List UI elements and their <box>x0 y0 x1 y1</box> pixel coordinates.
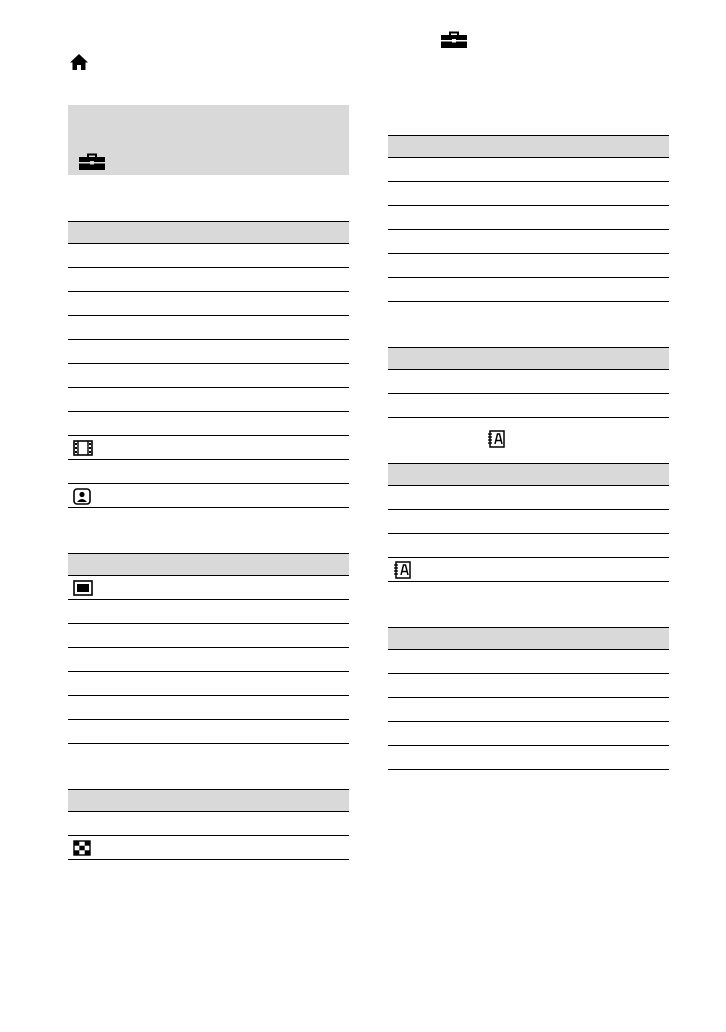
table-row <box>68 576 349 600</box>
table-row <box>388 746 669 770</box>
table-row <box>68 316 349 340</box>
table-row <box>388 510 669 534</box>
table-row <box>68 836 349 860</box>
table-row <box>388 558 669 582</box>
home-icon <box>68 52 90 72</box>
settings-table <box>388 463 669 582</box>
table-row <box>388 158 669 182</box>
table-row <box>68 672 349 696</box>
address-book-icon <box>393 561 411 579</box>
table-row <box>388 278 669 302</box>
checkerboard-icon <box>73 840 91 856</box>
table-row <box>388 534 669 558</box>
section-banner <box>68 105 349 175</box>
table-row <box>388 650 669 674</box>
table-row <box>388 370 669 394</box>
table-row <box>68 436 349 460</box>
address-book-icon <box>487 430 505 448</box>
table-header <box>388 347 669 370</box>
table-row <box>388 698 669 722</box>
table-row <box>68 720 349 744</box>
table-row <box>388 254 669 278</box>
table-row <box>68 812 349 836</box>
table-row <box>68 340 349 364</box>
table-row <box>388 182 669 206</box>
table-header <box>388 135 669 158</box>
table-row <box>68 292 349 316</box>
table-row <box>388 230 669 254</box>
table-row <box>68 460 349 484</box>
table-row <box>68 388 349 412</box>
settings-table <box>388 627 669 770</box>
table-row <box>68 268 349 292</box>
table-row <box>68 624 349 648</box>
toolbox-icon <box>440 31 468 49</box>
table-row <box>388 206 669 230</box>
toolbox-icon <box>78 153 106 171</box>
table-row <box>68 696 349 720</box>
table-row <box>68 600 349 624</box>
settings-table <box>68 221 349 508</box>
film-strip-icon <box>73 440 93 456</box>
table-row <box>68 244 349 268</box>
settings-table <box>388 347 669 418</box>
table-row <box>388 674 669 698</box>
table-header <box>68 221 349 244</box>
portrait-icon <box>73 488 91 505</box>
table-row <box>388 486 669 510</box>
settings-table <box>68 553 349 744</box>
table-header <box>388 627 669 650</box>
table-row <box>68 412 349 436</box>
table-row <box>68 484 349 508</box>
table-row <box>68 648 349 672</box>
table-header <box>68 789 349 812</box>
table-row <box>388 722 669 746</box>
table-header <box>388 463 669 486</box>
table-row <box>388 394 669 418</box>
table-header <box>68 553 349 576</box>
widescreen-frame-icon <box>73 580 93 596</box>
settings-table <box>388 135 669 302</box>
settings-table <box>68 789 349 860</box>
table-row <box>68 364 349 388</box>
